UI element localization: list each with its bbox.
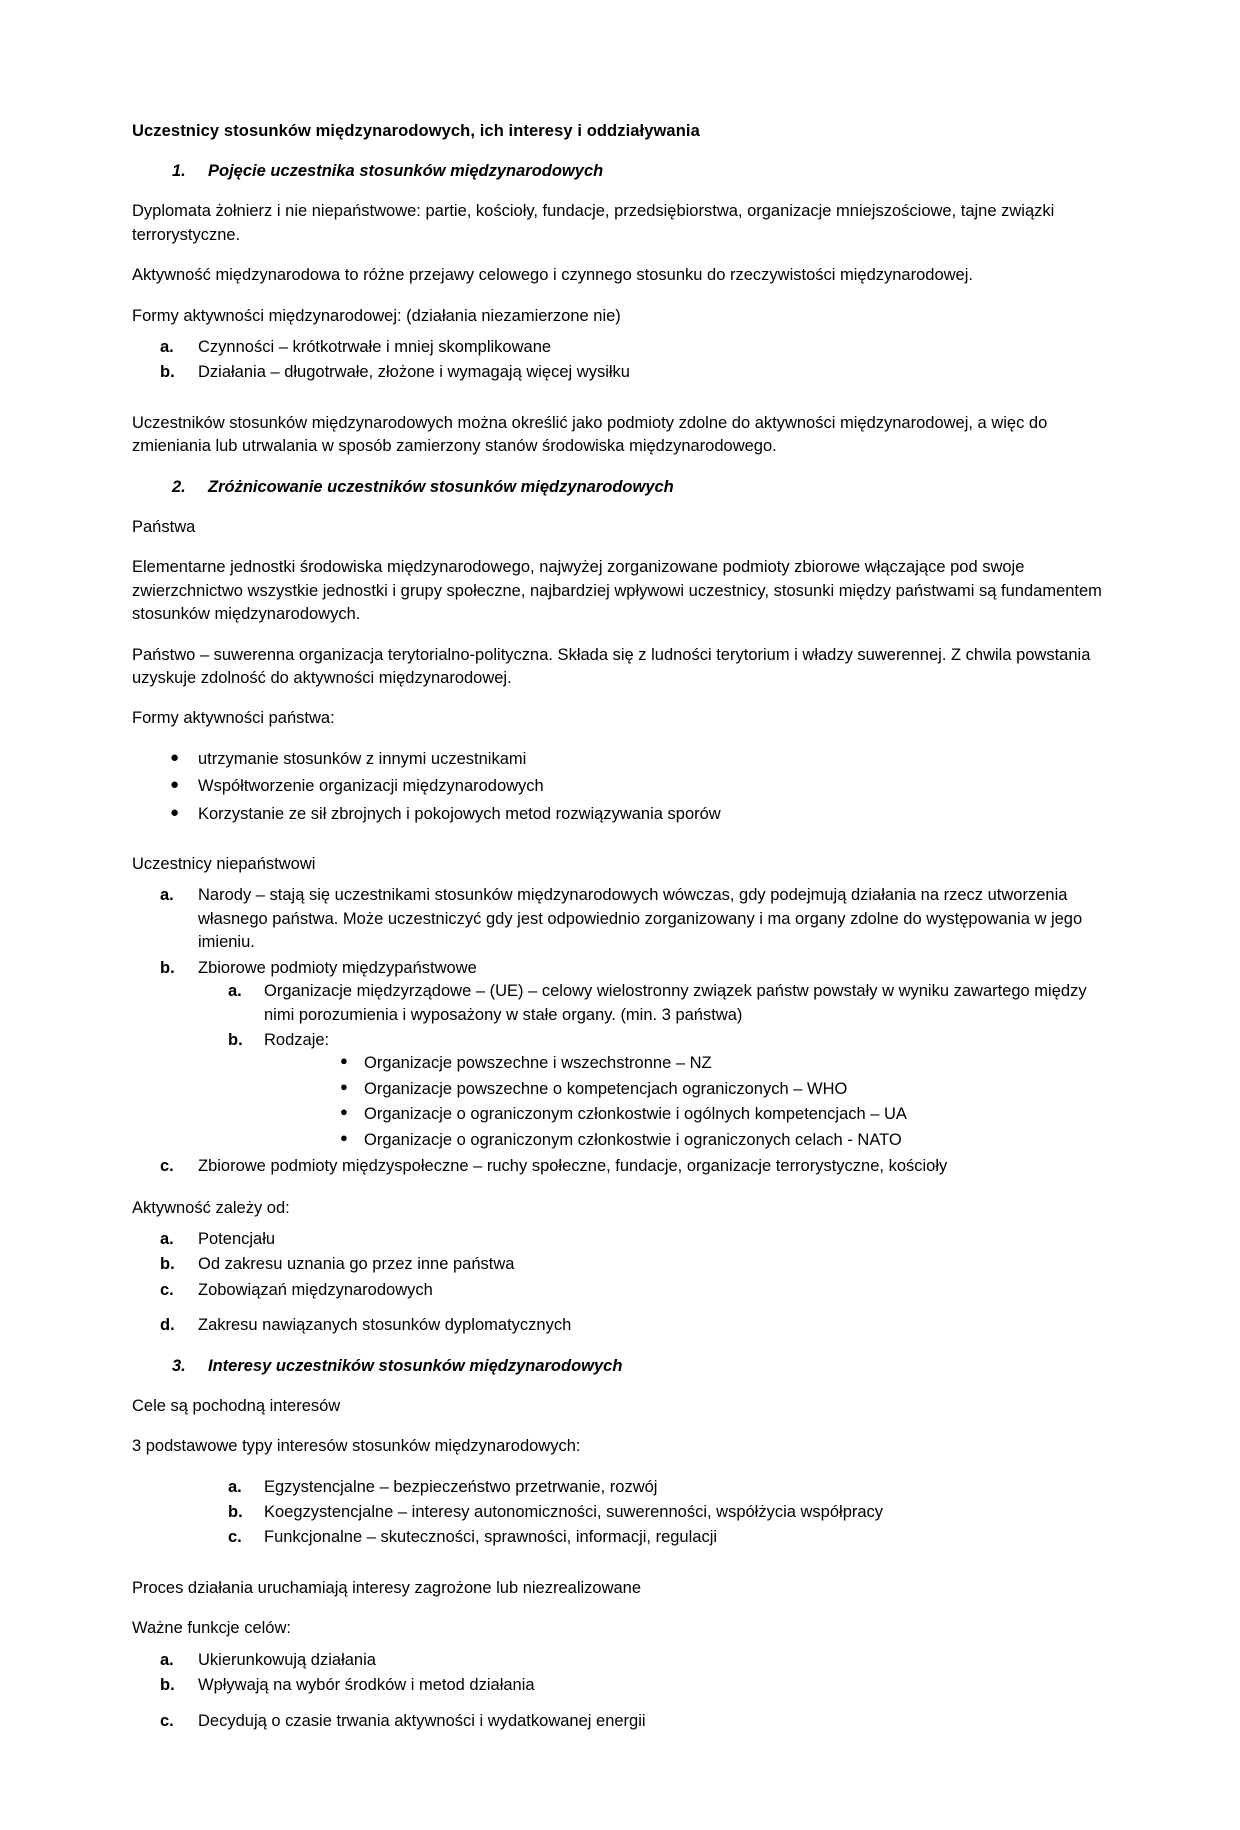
section-2-paragraph-3: Formy aktywności państwa: [132,709,335,728]
list-marker: a. [160,886,174,905]
label-uczestnicy-niepanstwowi: Uczestnicy niepaństwowi [132,855,316,874]
section-3-paragraph-4: Ważne funkcje celów: [132,1619,291,1638]
list-marker: c. [160,1157,174,1176]
list-text: Wpływają na wybór środków i metod działania [198,1676,535,1695]
list-text: Organizacje powszechne o kompetencjach ograniczonych – WHO [364,1079,848,1098]
list-item [132,1279,1105,1302]
list-marker: c. [160,1711,174,1730]
section-3-number: 3. [172,1356,186,1375]
list-item [132,1476,1105,1499]
list-text: Zobowiązań międzynarodowych [198,1280,433,1299]
list-marker: a. [160,1229,174,1248]
list-text: Organizacje powszechne i wszechstronne – NZ [364,1054,712,1073]
list-marker: c. [160,1280,174,1299]
label-aktywnosc-zalezy: Aktywność zależy od: [132,1198,290,1217]
intergovernmental-sublist [132,980,1105,1052]
list-item [132,748,1105,771]
section-3-paragraph-2: 3 podstawowe typy interesów stosunków międzynarodowych: [132,1437,581,1456]
list-text: Zbiorowe podmioty międzyspołeczne – ruchy społeczne, fundacje, organizacje terrorystyczne, kościoły [198,1157,948,1176]
list-marker: a. [160,338,174,357]
list-text: Funkcjonalne – skuteczności, sprawności, informacji, regulacji [264,1528,718,1547]
section-1-title: Pojęcie uczestnika stosunków międzynarodowych [208,162,604,181]
section-1-paragraph-1: Dyplomata żołnierz i nie niepaństwowe: partie, kościoły, fundacje, przedsiębiorstwa, organizacje mniejszościowe, tajne związki terrorystyczne. [132,202,1055,244]
list-item [132,980,1105,1027]
list-marker: d. [160,1316,175,1335]
section-1-paragraph-2: Aktywność międzynarodowa to różne przejawy celowego i czynnego stosunku do rzeczywistości międzynarodowej. [132,266,973,285]
bullet-icon: ● [170,776,180,794]
list-text: Współtworzenie organizacji międzynarodowych [198,777,544,796]
list-text: Ukierunkowują działania [198,1650,376,1669]
list-text: Organizacje o ograniczonym członkostwie i ogólnych kompetencjach – UA [364,1105,907,1124]
non-state-participants-list [132,884,1105,980]
list-text: Od zakresu uznania go przez inne państwa [198,1255,515,1274]
list-text: Zbiorowe podmioty międzypaństwowe [198,958,477,977]
list-text: Działania – długotrwałe, złożone i wymagają więcej wysiłku [198,363,630,382]
section-1-paragraph-3: Formy aktywności międzynarodowej: (działania niezamierzone nie) [132,306,621,325]
list-text: Czynności – krótkotrwałe i mniej skomplikowane [198,338,552,357]
list-item [132,1674,1105,1697]
list-marker: a. [228,982,242,1001]
list-text: Narody – stają się uczestnikami stosunków międzynarodowych wówczas, gdy podejmują działania na rzecz utworzenia własnego państwa. Może uczestniczyć gdy jest odpowiednio zorganizowany i ma organy zdolne do występowania w jego imieniu. [198,886,1083,952]
list-text: Rodzaje: [264,1031,330,1049]
section-2-heading [132,476,1105,499]
list-item-c [132,1155,1105,1178]
goal-functions-list [132,1649,1105,1733]
list-text: Potencjału [198,1229,276,1248]
list-item [132,1649,1105,1672]
section-1-number: 1. [172,162,186,181]
list-item [132,1710,1105,1733]
list-text: utrzymanie stosunków z innymi uczestnikami [198,749,527,768]
list-text: Zakresu nawiązanych stosunków dyplomatycznych [198,1316,572,1335]
list-item [132,957,1105,980]
list-marker: b. [160,363,175,382]
section-2-number: 2. [172,477,186,496]
organization-types-list [132,1052,1105,1152]
bullet-icon: ● [170,803,180,821]
list-item [132,336,1105,359]
bullet-icon: ● [340,1078,348,1094]
list-marker: c. [228,1528,242,1547]
list-item [132,1129,1105,1152]
list-item [132,1526,1105,1549]
section-1-heading [132,160,1105,183]
list-marker: b. [160,1676,175,1695]
list-text: Koegzystencjalne – interesy autonomiczności, suwerenności, współżycia współpracy [264,1503,884,1521]
page-title: Uczestnicy stosunków międzynarodowych, ich interesy i oddziaływania [132,122,700,140]
list-item [132,884,1105,954]
label-panstwa: Państwa [132,517,196,536]
section-3-paragraph-1: Cele są pochodną interesów [132,1396,341,1415]
list-item [132,1253,1105,1276]
section-3-heading [132,1355,1105,1378]
list-item [132,1052,1105,1075]
list-text: Organizacje międzyrządowe – (UE) – celowy wielostronny związek państw powstały w wyniku zawartego między nimi porozumienia i wyposażony w stałe organy. (min. 3 państwa) [264,982,1087,1024]
bullet-icon: ● [340,1104,348,1120]
list-text: Korzystanie ze sił zbrojnych i pokojowych metod rozwiązywania sporów [198,804,721,823]
section-2-title: Zróżnicowanie uczestników stosunków międzynarodowych [208,477,674,496]
list-item [132,1314,1105,1337]
list-item [132,803,1105,826]
section-1-paragraph-4: Uczestników stosunków międzynarodowych można określić jako podmioty zdolne do aktywności międzynarodowej, a więc do zmieniania lub utrwalania w sposób zamierzony stanów środowiska międzynarodowego. [132,413,1048,456]
list-marker: b. [160,958,175,977]
list-marker: a. [160,1650,174,1669]
list-marker: b. [228,1503,243,1521]
interest-types-list [132,1476,1105,1550]
section-2-paragraph-2: Państwo – suwerenna organizacja terytorialno-polityczna. Składa się z ludności terytorium i władzy suwerennej. Z chwila powstania uzyskuje zdolność do aktywności międzynarodowej. [132,645,1091,687]
section-3-paragraph-3: Proces działania uruchamiają interesy zagrożone lub niezrealizowane [132,1578,642,1597]
list-item [132,1228,1105,1251]
list-item [132,361,1105,384]
list-marker: b. [160,1255,175,1274]
forms-list [132,336,1105,385]
list-text: Organizacje o ograniczonym członkostwie i ograniczonych celach - NATO [364,1130,902,1149]
activity-depends-list [132,1228,1105,1338]
list-item [132,1078,1105,1101]
list-item [132,1501,1105,1524]
list-item [132,1103,1105,1126]
list-text: Decydują o czasie trwania aktywności i wydatkowanej energii [198,1711,646,1730]
list-item [132,1029,1105,1052]
list-text: Egzystencjalne – bezpieczeństwo przetrwanie, rozwój [264,1477,658,1496]
bullet-icon: ● [340,1053,348,1069]
list-marker: b. [228,1031,243,1049]
section-2-paragraph-1: Elementarne jednostki środowiska międzynarodowego, najwyżej zorganizowane podmioty zbiorowe włączające pod swoje zwierzchnictwo wszystkie jednostki i grupy społeczne, najbardziej wpływowi uczestnicy, stosunki między państwami są fundamentem stosunków międzynarodowych. [132,558,1102,624]
list-marker: a. [228,1477,242,1496]
list-item [132,775,1105,798]
bullet-icon: ● [170,748,180,766]
section-3-title: Interesy uczestników stosunków międzynarodowych [208,1356,623,1375]
forms-of-state-activity-list [132,748,1105,826]
bullet-icon: ● [340,1129,348,1145]
